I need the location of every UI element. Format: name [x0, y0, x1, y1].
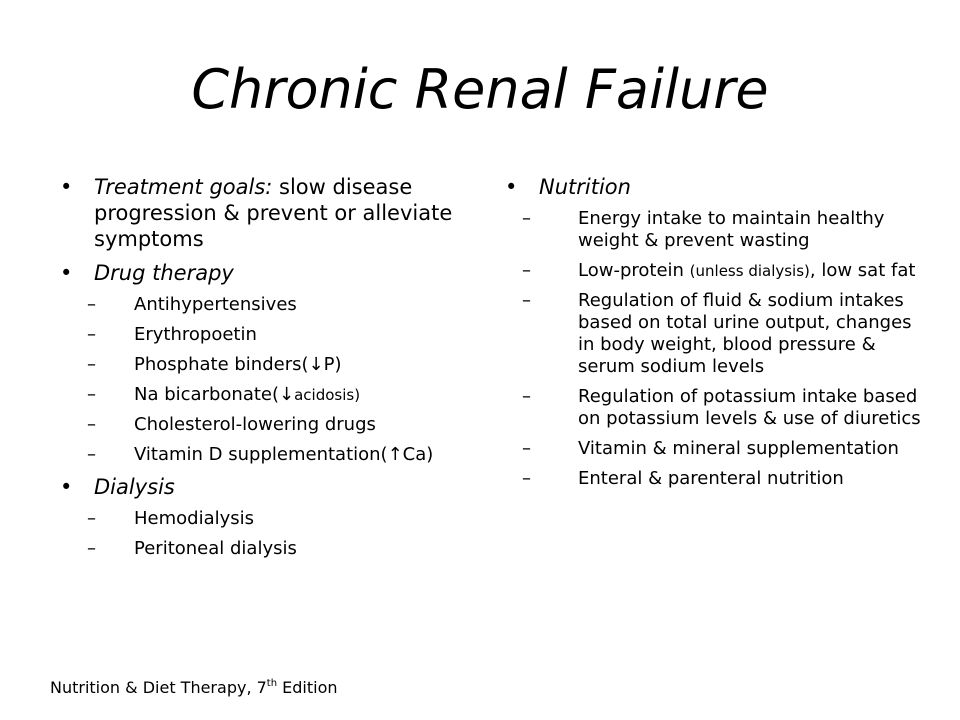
drug-item-na-bicarbonate — [87, 384, 460, 406]
drug-item-erythropoetin: – Erythropoetin — [87, 324, 460, 346]
protein-note: (unless dialysis) — [689, 262, 810, 280]
drug-item-phosphate-binders: – Phosphate binders(↓P) — [87, 354, 460, 376]
nutrition-item-potassium: – Regulation of potassium intake based on potassium levels & use of diuretics — [522, 386, 925, 430]
treatment-goals-text: slow disease progression & prevent or alleviate symptoms — [94, 175, 453, 251]
dialysis-item-peritoneal: – Peritoneal dialysis — [87, 538, 460, 560]
drug-item-antihypertensives: – Antihypertensives — [87, 294, 460, 316]
dialysis-label: Dialysis — [94, 475, 175, 499]
nutrition-item-vitamin: – Vitamin & mineral supplementation — [522, 438, 925, 460]
nutrition-label: Nutrition — [539, 175, 631, 199]
dialysis-item-hemodialysis: – Hemodialysis — [87, 508, 460, 530]
footer-edition: Edition — [277, 678, 338, 697]
right-column — [505, 174, 925, 498]
protein-text: Low-protein — [578, 260, 690, 281]
na-bicarbonate-text: Na bicarbonate(↓ — [134, 384, 295, 405]
slide-title: Chronic Renal Failure — [191, 58, 769, 121]
drug-item-cholesterol: – Cholesterol-lowering drugs — [87, 414, 460, 436]
nutrition-item-enteral: – Enteral & parenteral nutrition — [522, 468, 925, 490]
drug-therapy-bullet — [60, 260, 460, 286]
protein-rest: , low sat fat — [809, 260, 916, 281]
treatment-goals-label: Treatment goals: — [94, 175, 273, 199]
treatment-goals-bullet — [60, 174, 460, 252]
left-column — [60, 174, 460, 568]
drug-item-vitamin-d: – Vitamin D supplementation(↑Ca) — [87, 444, 460, 466]
slide-footer — [50, 678, 338, 698]
footer-superscript: th — [266, 678, 278, 689]
nutrition-bullet — [505, 174, 925, 200]
footer-text: Nutrition & Diet Therapy, 7 — [50, 678, 267, 697]
dialysis-bullet — [60, 474, 460, 500]
nutrition-item-energy: – Energy intake to maintain healthy weight & prevent wasting — [522, 208, 925, 252]
nutrition-item-protein — [522, 260, 925, 282]
na-bicarbonate-note: acidosis) — [294, 386, 361, 404]
nutrition-item-fluid: – Regulation of fluid & sodium intakes based on total urine output, changes in body weight, blood pressure & serum sodium levels — [522, 290, 925, 378]
drug-therapy-label: Drug therapy — [94, 261, 234, 285]
